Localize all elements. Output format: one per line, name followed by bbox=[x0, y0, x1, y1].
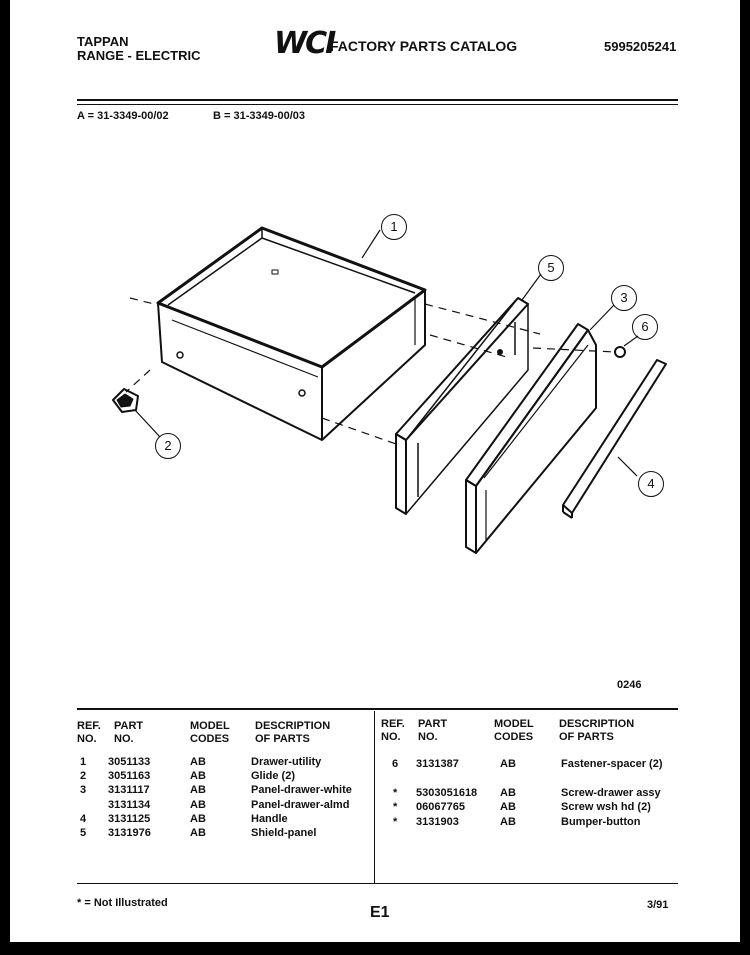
glide-drawing bbox=[113, 389, 138, 412]
callout-1: 1 bbox=[381, 214, 407, 240]
fastener-spacer-drawing bbox=[615, 347, 625, 357]
model-b-label: B = 31-3349-00/03 bbox=[213, 110, 306, 122]
header-description: DESCRIPTION OF PARTS bbox=[255, 720, 331, 745]
header-ref-no-right: REF. NO. bbox=[381, 718, 405, 743]
header-part-no-right: PART NO. bbox=[418, 718, 448, 743]
callout-6: 6 bbox=[632, 314, 658, 340]
header-ref-no: REF. NO. bbox=[77, 720, 101, 745]
model-a-label: A = 31-3349-00/02 bbox=[77, 110, 169, 122]
footnote-not-illustrated: * = Not Illustrated bbox=[77, 897, 168, 909]
callout-2: 2 bbox=[155, 433, 181, 459]
publication-number: 5995205241 bbox=[604, 39, 677, 54]
diagram-code: 0246 bbox=[617, 679, 642, 691]
header-part-no: PART NO. bbox=[114, 720, 144, 745]
callout-4: 4 bbox=[638, 471, 664, 497]
header-model-codes: MODEL CODES bbox=[190, 720, 230, 745]
revision-date: 3/91 bbox=[647, 899, 669, 911]
brand-name: TAPPAN bbox=[77, 34, 129, 49]
table-top-rule bbox=[77, 708, 678, 710]
drawer-panel-drawing bbox=[466, 324, 596, 553]
header-description-right: DESCRIPTION OF PARTS bbox=[559, 718, 635, 743]
callout-5: 5 bbox=[538, 255, 564, 281]
table-bottom-rule bbox=[77, 883, 678, 884]
catalog-title: FACTORY PARTS CATALOG bbox=[330, 38, 518, 54]
drawer-utility-drawing bbox=[158, 228, 425, 440]
product-category: RANGE - ELECTRIC bbox=[77, 48, 201, 63]
header-model-codes-right: MODEL CODES bbox=[494, 718, 534, 743]
wci-logo: WCI bbox=[274, 26, 335, 61]
callout-3: 3 bbox=[611, 285, 637, 311]
shield-panel-drawing bbox=[396, 298, 528, 514]
page-number: E1 bbox=[370, 904, 390, 921]
table-column-divider bbox=[374, 711, 375, 883]
margin-mark: ▬ bbox=[0, 34, 10, 45]
